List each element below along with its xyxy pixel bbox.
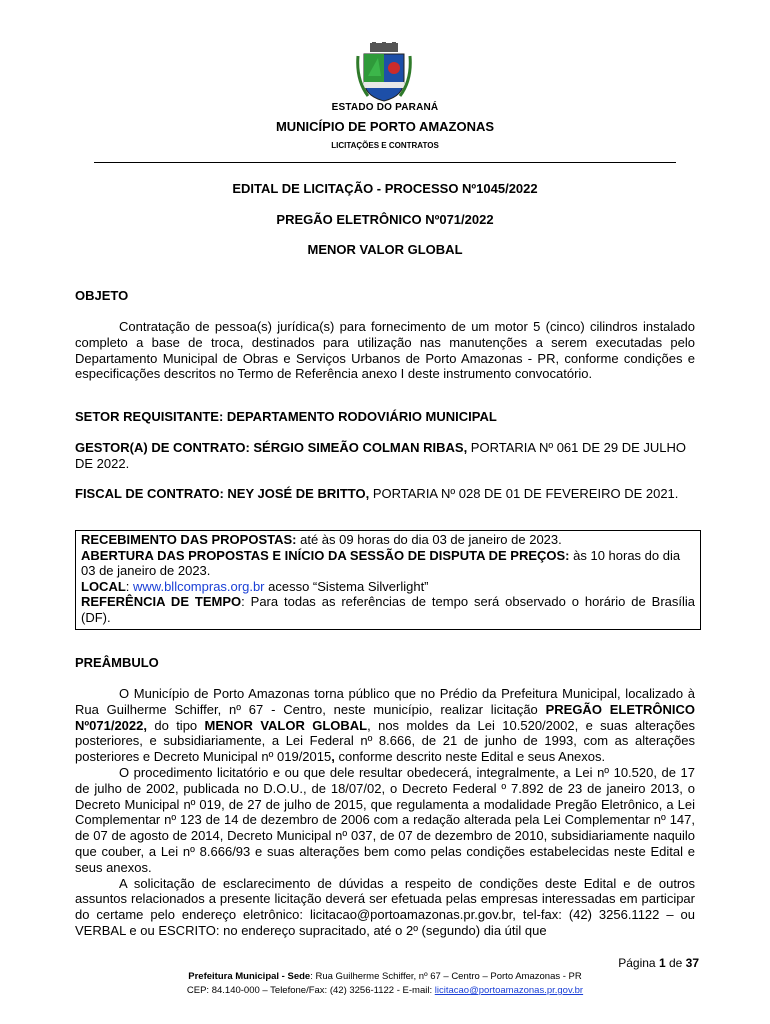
schedule-box — [75, 530, 701, 630]
state-name: ESTADO DO PARANÁ — [331, 102, 439, 113]
preambulo-p1-bold: MENOR VALOR GLOBAL — [204, 717, 368, 733]
objeto-text: Contratação de pessoa(s) jurídica(s) para fornecimento de um motor 5 (cinco) cilindros instalado completo a base de troca, destinados para utilização nas manutenções a serem executadas pelo Departamento Municipal de Obras e Serviços Urbanos de Porto Amazonas - PR, conforme condições e especificações descritos no Termo de Referência anexo I deste instrumento convocatório. — [75, 319, 695, 382]
local-line — [81, 579, 695, 595]
preambulo-p1-part: , nos moldes da Lei 10.520/2002, e suas alterações posteriores, e subsidiariamente, a Lei Federal nº 8.666, de 21 de junho de 1993, com as alterações posteriores e Decreto Municipal nº 019/2015 — [75, 717, 695, 765]
page-number-total: 37 — [685, 956, 699, 970]
preambulo-p1-part: O Município de Porto Amazonas torna público que no Prédio da Prefeitura Municipal, localizado à Rua Guilherme Schiffer, nº 67 - Centro, neste município, realizar licitação — [75, 686, 695, 717]
objeto-heading: OBJETO — [75, 288, 129, 303]
local-text: acesso “Sistema Silverlight” — [264, 578, 429, 594]
local-label: LOCAL — [81, 578, 126, 594]
local-link[interactable]: www.bllcompras.org.br — [133, 578, 265, 594]
municipality-name: MUNICÍPIO DE PORTO AMAZONAS — [275, 119, 495, 134]
abertura-label: ABERTURA DAS PROPOSTAS E INÍCIO DA SESSÃO DE DISPUTA DE PREÇOS: — [81, 547, 570, 563]
preambulo-paragraph-2: O procedimento licitatório e ou que dele resultar obedecerá, integralmente, a Lei nº 10.520, de 17 de julho de 2002, publicada no D.O.U., de 18/07/02, o Decreto Federal º 7.892 de 23 de janeiro 2013, o Decreto Municipal nº 019, de 27 de julho de 2015, que regulamenta a modalidade Pregão Eletrônico, a Lei Complementar nº 123 de 14 de dezembro de 2006 com a redação alterada pela Lei Complementar nº 147, de 07 de agosto de 2014, Decreto Municipal nº 037, de 07 de dezembro de 2010, subsidiariamente naquilo que couber, a Lei nº 8.666/93 e suas alterações bem como pelas condições estabelecidas neste Edital e seus anexos. — [75, 764, 695, 875]
preambulo-p1-part: do tipo — [146, 717, 205, 733]
recebimento-line — [81, 532, 695, 548]
abertura-line — [81, 548, 695, 579]
footer-contact-text: CEP: 84.140-000 – Telefone/Fax: (42) 3256-1122 - E-mail: — [186, 985, 435, 996]
document-title: EDITAL DE LICITAÇÃO - PROCESSO Nº1045/2022 — [232, 181, 538, 196]
page-number-middle: de — [665, 956, 686, 970]
header-divider — [94, 162, 676, 163]
preambulo-p1-bold: PREGÃO ELETRÔNICO Nº071/2022, — [75, 701, 695, 733]
award-criterion: MENOR VALOR GLOBAL — [307, 242, 463, 257]
referencia-line — [81, 594, 695, 625]
setor-requisitante: SETOR REQUISITANTE: DEPARTAMENTO RODOVIÁRIO MUNICIPAL — [75, 409, 497, 424]
footer-address-text: : Rua Guilherme Schiffer, nº 67 – Centro – Porto Amazonas - PR — [310, 971, 582, 982]
page-number — [618, 956, 699, 970]
department-name: LICITAÇÕES E CONTRATOS — [331, 141, 439, 150]
local-separator: : — [125, 578, 134, 594]
recebimento-text: até às 09 horas do dia 03 de janeiro de 2023. — [296, 532, 562, 547]
coat-of-arms-icon — [356, 42, 412, 102]
referencia-label: REFERÊNCIA DE TEMPO — [81, 594, 242, 610]
footer-label: Prefeitura Municipal - Sede — [188, 971, 311, 982]
fiscal-contrato — [75, 486, 695, 502]
preambulo-p1-bold: , — [331, 749, 335, 765]
fiscal-label: FISCAL DE CONTRATO: NEY JOSÉ DE BRITTO, — [75, 486, 370, 501]
footer-contact — [0, 985, 770, 996]
page-number-current: 1 — [658, 956, 666, 970]
preambulo-heading: PREÂMBULO — [75, 655, 159, 670]
preambulo-paragraph-3: A solicitação de esclarecimento de dúvidas a respeito de condições deste Edital e de outros assuntos relacionados a presente licitação deverá ser efetuada pelas empresas interessadas em participar do certame pelo endereço eletrônico: licitacao@portoamazonas.pr.gov.br, tel-fax: (42) 3256.1122 – ou VERBAL e ou ESCRITO: no endereço supracitado, até o 2º (segundo) dia útil que — [75, 875, 695, 938]
fiscal-text: PORTARIA Nº 028 DE 01 DE FEVEREIRO DE 2021. — [369, 486, 679, 501]
gestor-contrato — [75, 440, 695, 472]
preambulo-p1-part: conforme descrito neste Edital e seus Anexos. — [334, 749, 606, 765]
preambulo-body — [75, 686, 695, 939]
gestor-text: PORTARIA Nº 061 DE 29 DE JULHO DE 2022. — [75, 440, 687, 471]
footer-email-link[interactable]: licitacao@portoamazonas.pr.gov.br — [434, 985, 584, 996]
gestor-label: GESTOR(A) DE CONTRATO: SÉRGIO SIMEÃO COLMAN RIBAS, — [75, 440, 468, 455]
preambulo-paragraph-1 — [75, 686, 695, 765]
recebimento-label: RECEBIMENTO DAS PROPOSTAS: — [81, 532, 297, 547]
abertura-text: às 10 horas do dia 03 de janeiro de 2023. — [81, 547, 681, 579]
footer-address — [0, 971, 770, 982]
referencia-text: : Para todas as referências de tempo será observado o horário de Brasília (DF). — [81, 594, 695, 625]
document-subtitle: PREGÃO ELETRÔNICO Nº071/2022 — [276, 212, 494, 227]
page-number-prefix: Página — [618, 956, 659, 970]
